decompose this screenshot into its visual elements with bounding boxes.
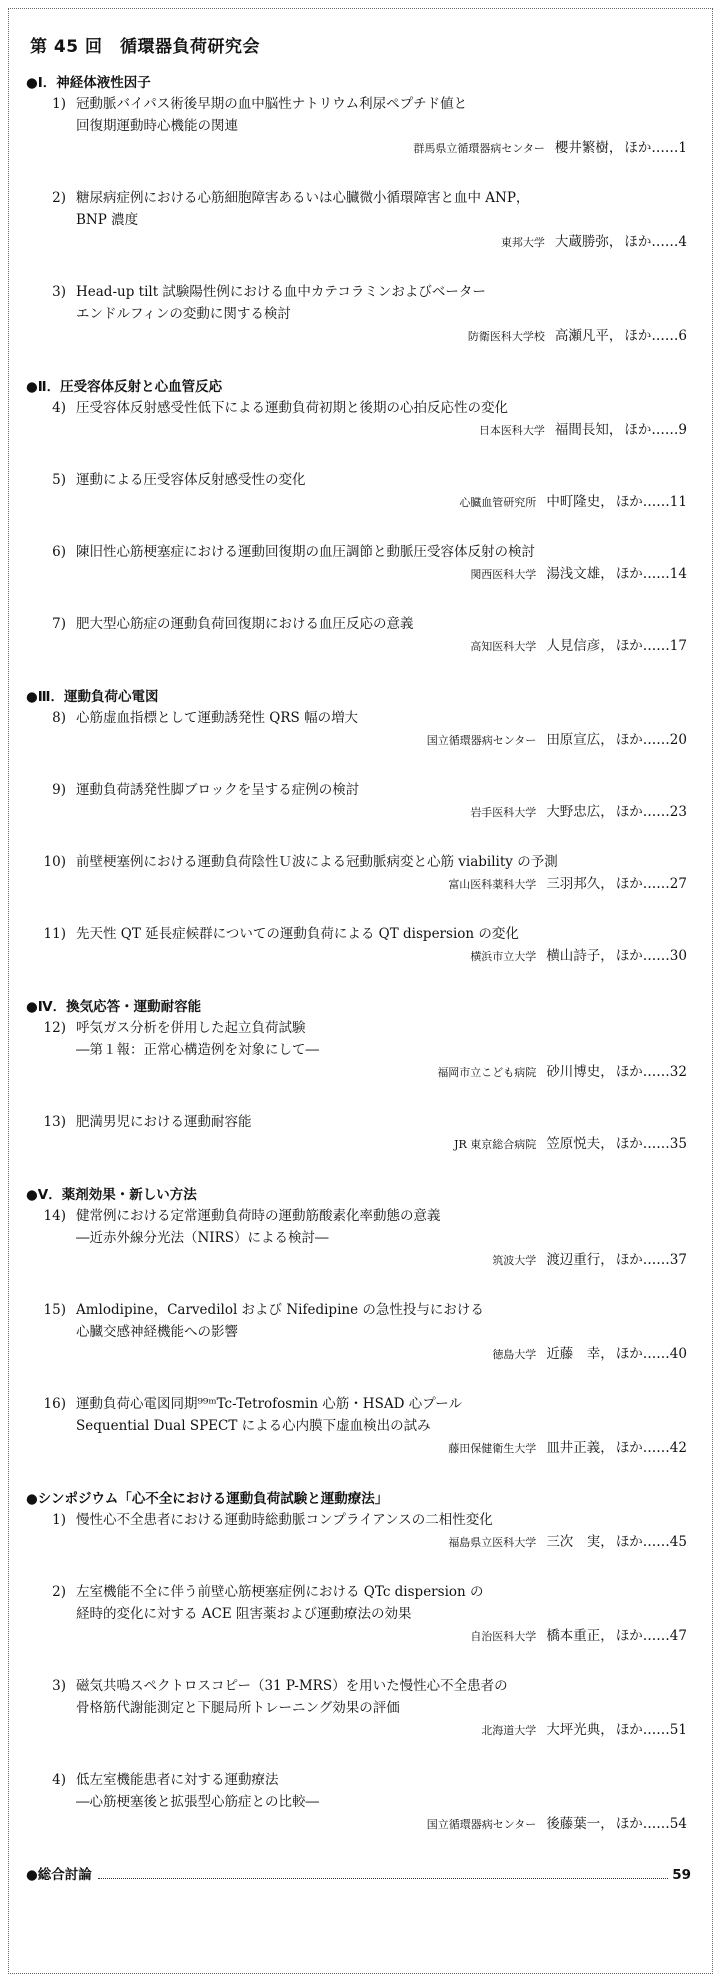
entry-institution: 心臓血管研究所	[459, 496, 537, 509]
entry-page: ほか……51	[615, 1722, 687, 1738]
entry-title-line: 肥大型心筋症の運動負荷回復期における血圧反応の意義	[76, 616, 414, 632]
entry-title-line: 骨格筋代謝能測定と下腿局所トレーニング効果の評価	[76, 1700, 400, 1716]
entry-page: ほか……11	[615, 494, 687, 510]
entry-meta	[26, 1625, 691, 1648]
toc-entry	[26, 541, 691, 586]
entry-number: 8)	[52, 710, 66, 726]
entry-meta	[26, 1719, 691, 1742]
entry-author: 田原宣広，	[546, 732, 614, 748]
entry-author: 大坪光典，	[546, 1722, 614, 1738]
entry-institution: 富山医科薬科大学	[448, 878, 537, 891]
entry-number: 3)	[52, 284, 66, 300]
general-discussion-page: 59	[672, 1867, 691, 1883]
entry-number: 13)	[43, 1114, 66, 1130]
section	[26, 995, 691, 1156]
entry-author: 高瀬凡平，	[554, 328, 623, 344]
section-heading: ●Ⅲ．運動負荷心電図	[26, 689, 159, 705]
entry-title-line: 冠動脈バイパス術後早期の血中脳性ナトリウム利尿ペプチド値と	[76, 96, 468, 112]
entry-title-line: 慢性心不全患者における運動時総動脈コンプライアンスの二相性変化	[76, 1512, 493, 1528]
entry-institution: 岩手医科大学	[470, 806, 537, 819]
entry-author: 福間長知，	[554, 422, 623, 438]
entry-institution: 徳島大学	[492, 1348, 537, 1361]
entry-title-line: 心臓交感神経機能への影響	[76, 1324, 238, 1340]
entry-page: ほか……42	[615, 1440, 687, 1456]
entry-title-line: 糖尿病症例における心筋細胞障害あるいは心臓微小循環障害と血中 ANP，	[76, 190, 530, 206]
toc-entry	[26, 1581, 691, 1648]
entry-number: 11)	[43, 926, 66, 942]
section	[26, 1183, 691, 1460]
entry-author: 大蔵勝弥，	[554, 234, 623, 250]
entry-institution: 日本医科大学	[478, 424, 545, 437]
entry-title-line: BNP 濃度	[76, 212, 139, 228]
entry-number: 14)	[43, 1208, 66, 1224]
entry-page: ほか……30	[615, 948, 687, 964]
entry-number: 10)	[43, 854, 66, 870]
entry-meta	[26, 231, 691, 254]
entry-author: 櫻井繁樹，	[554, 140, 623, 156]
entry-author: 渡辺重行，	[546, 1252, 614, 1268]
entry-number: 9)	[52, 782, 66, 798]
entry-institution: 東邦大学	[500, 236, 545, 249]
entry-institution: 国立循環器病センター	[426, 1818, 537, 1831]
entry-page: ほか……32	[615, 1064, 687, 1080]
general-discussion-label: ●総合討論	[26, 1867, 92, 1883]
toc-entry	[26, 779, 691, 824]
entry-number: 12)	[43, 1020, 66, 1036]
entry-title-line: 運動負荷誘発性脚ブロックを呈する症例の検討	[76, 782, 360, 798]
entry-title-line: 陳旧性心筋梗塞症における運動回復期の血圧調節と動脈圧受容体反射の検討	[76, 544, 535, 560]
entry-author: 中町隆史，	[546, 494, 614, 510]
entry-title-line: 先天性 QT 延長症候群についての運動負荷による QT dispersion の変化	[76, 926, 519, 942]
section-heading: ●Ⅱ．圧受容体反射と心血管反応	[26, 379, 223, 395]
entry-meta	[26, 491, 691, 514]
entry-author: 皿井正義，	[546, 1440, 614, 1456]
entry-page: ほか……17	[615, 638, 687, 654]
toc-entry	[26, 1111, 691, 1156]
entry-meta	[26, 325, 691, 348]
entry-title-line: Sequential Dual SPECT による心内膜下虚血検出の試み	[76, 1418, 431, 1434]
entry-institution: 横浜市立大学	[470, 950, 537, 963]
entry-institution: 福岡市立こども病院	[437, 1066, 537, 1079]
entry-meta	[26, 1133, 691, 1156]
entry-author: 三羽邦久，	[546, 876, 614, 892]
toc-entry	[26, 707, 691, 752]
entry-number: 15)	[43, 1302, 66, 1318]
entry-number: 6)	[52, 544, 66, 560]
section	[26, 375, 691, 658]
leader-dots	[98, 1878, 668, 1879]
toc-entry	[26, 93, 691, 160]
entry-title-line: 運動負荷心電図同期⁹⁹ᵐTc-Tetrofosmin 心筋・HSAD 心プール	[76, 1396, 463, 1412]
entry-author: 橋本重正，	[546, 1628, 614, 1644]
sections-container	[26, 71, 691, 1836]
entry-author: 後藤葉一，	[546, 1816, 614, 1832]
section	[26, 1487, 691, 1836]
entry-page: ほか……45	[615, 1534, 687, 1550]
entry-number: 1)	[52, 1512, 66, 1528]
entry-meta	[26, 1061, 691, 1084]
entry-page: ほか……1	[624, 140, 687, 156]
entry-number: 7)	[52, 616, 66, 632]
entry-title-line: 低左室機能患者に対する運動療法	[76, 1772, 279, 1788]
entry-meta	[26, 419, 691, 442]
entry-meta	[26, 1531, 691, 1554]
entry-number: 2)	[52, 1584, 66, 1600]
entry-institution: 藤田保健衛生大学	[448, 1442, 537, 1455]
section-heading: ●シンポジウム「心不全における運動負荷試験と運動療法」	[26, 1491, 389, 1507]
entry-title-line: 経時的変化に対する ACE 阻害薬および運動療法の効果	[76, 1606, 412, 1622]
entry-institution: 北海道大学	[481, 1724, 537, 1737]
entry-title-line: Head-up tilt 試験陽性例における血中カテコラミンおよびベーター	[76, 284, 486, 300]
entry-title-line: 心筋虚血指標として運動誘発性 QRS 幅の増大	[76, 710, 359, 726]
entry-page: ほか……40	[615, 1346, 687, 1362]
entry-page: ほか……47	[615, 1628, 687, 1644]
general-discussion-entry	[26, 1863, 691, 1883]
entry-title-line: 磁気共鳴スペクトロスコピー（31 P-MRS）を用いた慢性心不全患者の	[76, 1678, 508, 1694]
entry-title-line: ―心筋梗塞後と拡張型心筋症との比較―	[76, 1794, 319, 1810]
entry-page: ほか……35	[615, 1136, 687, 1152]
section	[26, 71, 691, 348]
entry-meta	[26, 801, 691, 824]
section-heading: ●Ⅳ．換気応答・運動耐容能	[26, 999, 202, 1015]
entry-author: 三次 実，	[546, 1534, 614, 1550]
entry-author: 笠原悦夫，	[546, 1136, 614, 1152]
entry-number: 4)	[52, 400, 66, 416]
toc-entry	[26, 613, 691, 658]
entry-meta	[26, 1813, 691, 1836]
toc-entry	[26, 1205, 691, 1272]
toc-entry	[26, 1675, 691, 1742]
section	[26, 685, 691, 968]
page-title: 第 45 回 循環器負荷研究会	[30, 37, 260, 57]
section-heading: ●Ⅰ．神経体液性因子	[26, 75, 151, 91]
toc-entry	[26, 281, 691, 348]
entry-title-line: 呼気ガス分析を併用した起立負荷試験	[76, 1020, 306, 1036]
toc-entry	[26, 851, 691, 896]
entry-page: ほか……23	[615, 804, 687, 820]
entry-author: 湯浅文雄，	[546, 566, 614, 582]
entry-meta	[26, 635, 691, 658]
toc-entry	[26, 1393, 691, 1460]
entry-author: 近藤 幸，	[546, 1346, 614, 1362]
entry-title-line: ―近赤外線分光法（NIRS）による検討―	[76, 1230, 329, 1246]
entry-meta	[26, 137, 691, 160]
entry-title-line: Amlodipine，Carvedilol および Nifedipine の急性投与における	[76, 1302, 484, 1318]
toc-entry	[26, 187, 691, 254]
entry-number: 4)	[52, 1772, 66, 1788]
entry-number: 3)	[52, 1678, 66, 1694]
entry-meta	[26, 729, 691, 752]
toc-entry	[26, 1299, 691, 1366]
entry-title-line: 健常例における定常運動負荷時の運動筋酸素化率動態の意義	[76, 1208, 441, 1224]
entry-meta	[26, 1437, 691, 1460]
entry-number: 1)	[52, 96, 66, 112]
entry-number: 5)	[52, 472, 66, 488]
entry-page: ほか……6	[624, 328, 687, 344]
entry-meta	[26, 1343, 691, 1366]
entry-institution: 自治医科大学	[470, 1630, 537, 1643]
entry-institution: 高知医科大学	[470, 640, 537, 653]
entry-author: 人見信彦，	[546, 638, 614, 654]
toc-entry	[26, 397, 691, 442]
entry-institution: 国立循環器病センター	[426, 734, 537, 747]
entry-institution: 防衛医科大学校	[467, 330, 545, 343]
entry-number: 16)	[43, 1396, 66, 1412]
entry-institution: 筑波大学	[492, 1254, 537, 1267]
entry-number: 2)	[52, 190, 66, 206]
entry-meta	[26, 1249, 691, 1272]
entry-page: ほか……14	[615, 566, 687, 582]
entry-title-line: エンドルフィンの変動に関する検討	[76, 306, 291, 322]
entry-meta	[26, 873, 691, 896]
entry-title-line: 肥満男児における運動耐容能	[76, 1114, 252, 1130]
toc-entry	[26, 1017, 691, 1084]
toc-entry	[26, 469, 691, 514]
entry-title-line: 回復期運動時心機能の関連	[76, 118, 238, 134]
entry-institution: 群馬県立循環器病センター	[413, 142, 545, 155]
entry-title-line: 運動による圧受容体反射感受性の変化	[76, 472, 306, 488]
table-of-contents	[26, 22, 691, 1883]
entry-page: ほか……9	[624, 422, 687, 438]
entry-author: 横山詩子，	[546, 948, 614, 964]
entry-institution: JR 東京総合病院	[454, 1138, 537, 1151]
toc-entry	[26, 1509, 691, 1554]
entry-title-line: 圧受容体反射感受性低下による運動負荷初期と後期の心拍反応性の変化	[76, 400, 508, 416]
entry-meta	[26, 945, 691, 968]
entry-institution: 関西医科大学	[470, 568, 537, 581]
toc-entry	[26, 923, 691, 968]
entry-page: ほか……54	[615, 1816, 687, 1832]
entry-page: ほか……37	[615, 1252, 687, 1268]
entry-title-line: ―第１報：正常心構造例を対象にして―	[76, 1042, 319, 1058]
entry-author: 砂川博史，	[546, 1064, 614, 1080]
toc-entry	[26, 1769, 691, 1836]
entry-page: ほか……27	[615, 876, 687, 892]
entry-page: ほか……20	[615, 732, 687, 748]
entry-title-line: 前壁梗塞例における運動負荷陰性Ｕ波による冠動脈病変と心筋 viability の予測	[76, 854, 558, 870]
entry-institution: 福島県立医科大学	[448, 1536, 537, 1549]
entry-page: ほか……4	[624, 234, 687, 250]
entry-title-line: 左室機能不全に伴う前壁心筋梗塞症例における QTc dispersion の	[76, 1584, 484, 1600]
section-heading: ●Ⅴ．薬剤効果・新しい方法	[26, 1187, 197, 1203]
entry-meta	[26, 563, 691, 586]
entry-author: 大野忠広，	[546, 804, 614, 820]
